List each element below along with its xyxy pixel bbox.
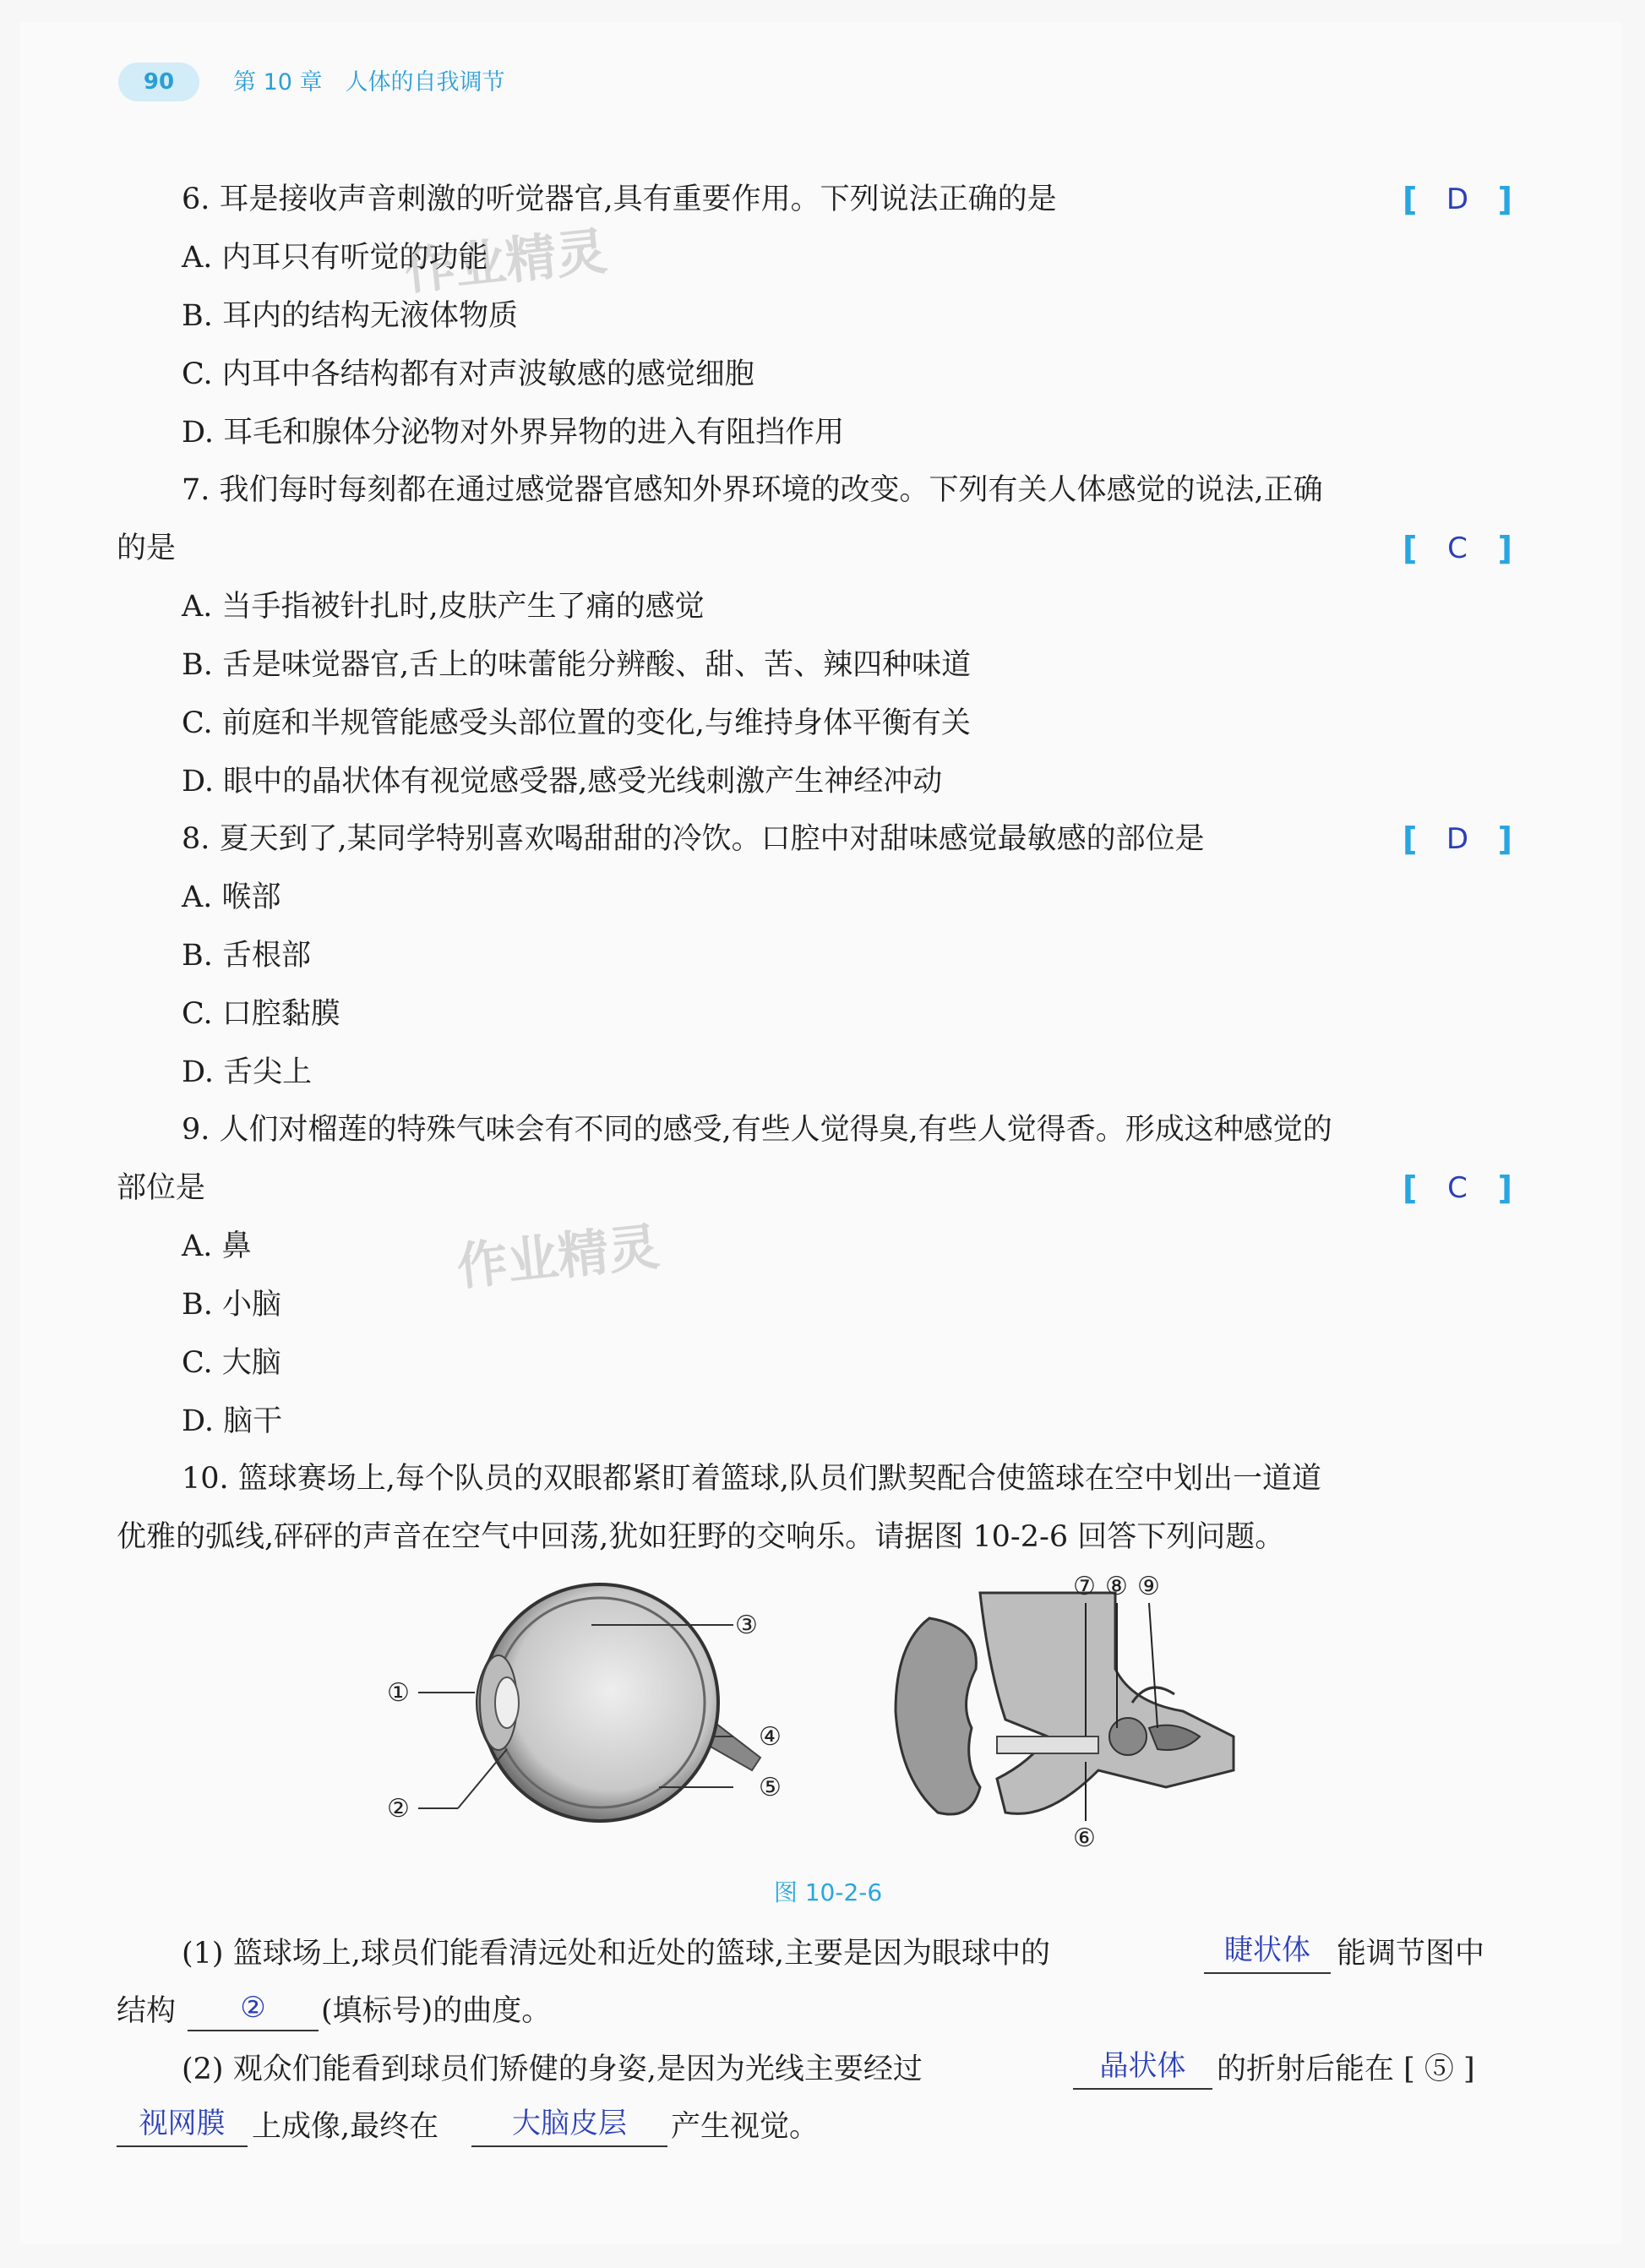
q6-option-a: A. 内耳只有听觉的功能 xyxy=(182,241,488,275)
q10-stem-cont: 优雅的弧线,砰砰的声音在空气中回荡,犹如狂野的交响乐。请据图 10-2-6 回答下列问题。 xyxy=(117,1520,1285,1554)
q6-option-b: B. 耳内的结构无液体物质 xyxy=(182,299,518,333)
q7-option-c: C. 前庭和半规管能感受头部位置的变化,与维持身体平衡有关 xyxy=(182,706,971,740)
q10-sub1-answer1: 睫状体 xyxy=(1224,1933,1310,1967)
q10-sub2-answer3: 大脑皮层 xyxy=(512,2107,627,2140)
q10-sub2-blank3[interactable] xyxy=(471,2102,667,2147)
q8-answer-box: [ D ] xyxy=(1403,821,1512,858)
q8-option-b: B. 舌根部 xyxy=(182,939,311,973)
q10-sub2-answer2: 视网膜 xyxy=(139,2107,226,2140)
q8-stem: 8. 夏天到了,某同学特别喜欢喝甜甜的冷饮。口腔中对甜味感觉最敏感的部位是 xyxy=(182,822,1205,856)
q10-sub2-answer1: 晶状体 xyxy=(1099,2049,1186,2083)
q7-stem: 7. 我们每时每刻都在通过感觉器官感知外界环境的改变。下列有关人体感觉的说法,正确 xyxy=(182,473,1323,507)
q8-option-d: D. 舌尖上 xyxy=(182,1055,313,1089)
q8-option-a: A. 喉部 xyxy=(182,880,281,914)
q7-answer-box: [ C ] xyxy=(1403,530,1512,567)
ear-label-8: ⑧ xyxy=(1105,1572,1128,1601)
q10-sub1-text: (1) 篮球场上,球员们能看清远处和近处的篮球,主要是因为眼球中的 xyxy=(182,1937,1050,1971)
eye-label-4: ④ xyxy=(759,1722,782,1752)
watermark: 作业精灵 xyxy=(454,1217,662,1298)
watermark: 作业精灵 xyxy=(401,221,610,303)
q7-option-d: D. 眼中的晶状体有视觉感受器,感受光线刺激产生神经冲动 xyxy=(182,765,943,799)
page-number: 90 xyxy=(118,63,199,101)
q10-sub1-text3: 结构 xyxy=(117,1994,177,2028)
ear-label-7: ⑦ xyxy=(1073,1572,1096,1601)
ear-label-9: ⑨ xyxy=(1137,1572,1160,1601)
q9-stem: 9. 人们对榴莲的特殊气味会有不同的感受,有些人觉得臭,有些人觉得香。形成这种感觉的 xyxy=(182,1113,1332,1147)
q6-stem: 6. 耳是接收声音刺激的听觉器官,具有重要作用。下列说法正确的是 xyxy=(182,183,1057,216)
q6-option-c: C. 内耳中各结构都有对声波敏感的感觉细胞 xyxy=(182,357,754,391)
q8-option-c: C. 口腔黏膜 xyxy=(182,997,340,1031)
q7-stem-cont: 的是 xyxy=(117,532,177,565)
ear-diagram xyxy=(879,1567,1267,1855)
eye-label-3: ③ xyxy=(735,1611,758,1640)
q9-stem-cont: 部位是 xyxy=(117,1171,206,1205)
q9-option-c: C. 大脑 xyxy=(182,1346,281,1380)
q9-option-b: B. 小脑 xyxy=(182,1288,281,1322)
q9-answer: C xyxy=(1447,1171,1468,1205)
q7-answer: C xyxy=(1447,532,1468,565)
q10-sub1-text2: 能调节图中 xyxy=(1337,1937,1485,1971)
q10-sub2-text: (2) 观众们能看到球员们矫健的身姿,是因为光线主要经过 xyxy=(182,2053,923,2086)
eye-label-2: ② xyxy=(387,1794,410,1824)
q10-sub2-text3: 上成像,最终在 xyxy=(252,2110,439,2144)
eye-diagram xyxy=(380,1567,803,1838)
q6-answer-box: [ D ] xyxy=(1403,181,1512,218)
q10-sub2-blank1[interactable] xyxy=(1073,2044,1212,2090)
q6-answer: D xyxy=(1446,183,1469,216)
ear-label-6: ⑥ xyxy=(1073,1824,1096,1853)
q10-sub2-blank2[interactable] xyxy=(117,2102,248,2147)
eye-label-1: ① xyxy=(387,1678,410,1708)
q10-stem: 10. 篮球赛场上,每个队员的双眼都紧盯着篮球,队员们默契配合使篮球在空中划出一道道 xyxy=(182,1462,1322,1496)
eye-label-5: ⑤ xyxy=(759,1773,782,1802)
figure-caption: 图 10-2-6 xyxy=(773,1878,883,1906)
q9-answer-box: [ C ] xyxy=(1403,1169,1512,1207)
q10-sub2-text4: 产生视觉。 xyxy=(671,2110,820,2144)
q6-option-d: D. 耳毛和腺体分泌物对外界异物的进入有阻挡作用 xyxy=(182,416,845,450)
q7-option-a: A. 当手指被针扎时,皮肤产生了痛的感觉 xyxy=(182,590,705,624)
q10-sub1-answer2: ② xyxy=(240,1991,266,2025)
q10-sub1-blank1[interactable] xyxy=(1204,1928,1331,1974)
q8-answer: D xyxy=(1446,822,1469,856)
q10-sub1-blank2[interactable] xyxy=(188,1986,319,2031)
q9-option-d: D. 脑干 xyxy=(182,1404,283,1438)
q7-option-b: B. 舌是味觉器官,舌上的味蕾能分辨酸、甜、苦、辣四种味道 xyxy=(182,648,972,682)
q9-option-a: A. 鼻 xyxy=(182,1229,252,1263)
q10-sub2-text2: 的折射后能在 [ ⑤ ] xyxy=(1217,2053,1475,2086)
chapter-title: 第 10 章 人体的自我调节 xyxy=(233,69,505,95)
q10-sub1-text4: (填标号)的曲度。 xyxy=(321,1994,552,2028)
